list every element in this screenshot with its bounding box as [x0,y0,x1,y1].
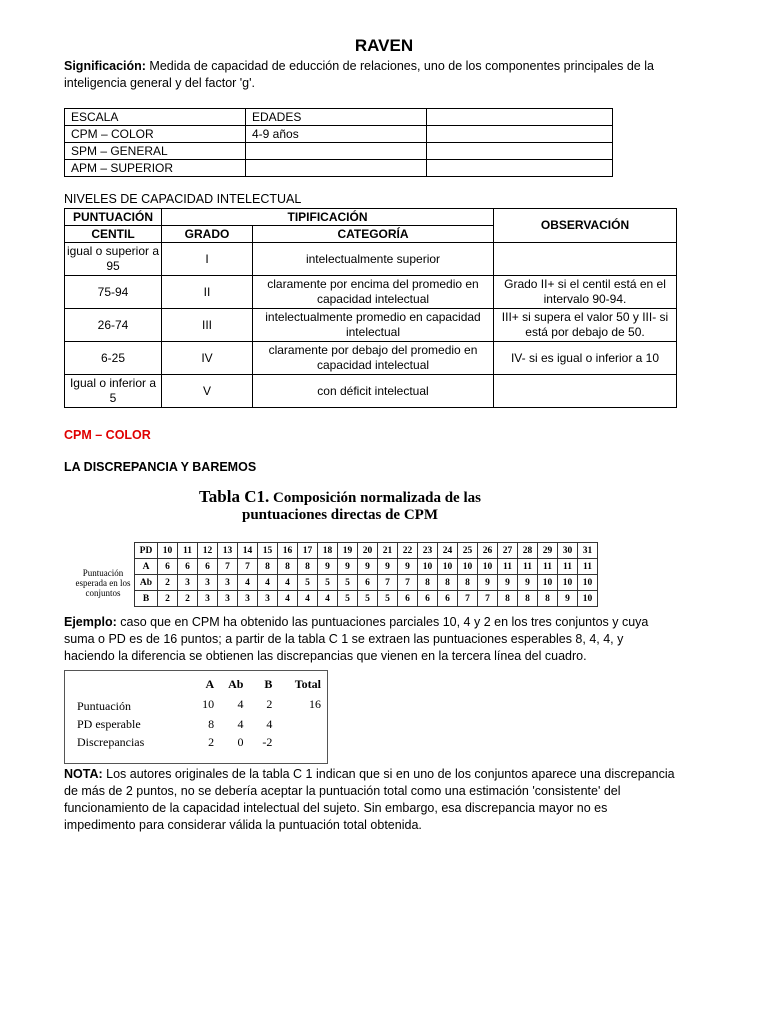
tabla-c1-pd-row [72,543,598,559]
escala-header-cell: ESCALA [65,109,246,126]
centil-cell: 26-74 [65,309,162,342]
pd-cell: 15 [258,543,278,559]
observacion-cell: IV- si es igual o inferior a 10 [494,342,677,375]
value-cell: 9 [518,575,538,591]
ejemplo-cell [278,733,327,751]
ejemplo-table [65,675,327,751]
value-cell: 3 [198,575,218,591]
pd-cell: 21 [378,543,398,559]
value-cell: 7 [458,591,478,607]
escala-cell [427,126,613,143]
escala-cell: CPM – COLOR [65,126,246,143]
value-cell: 8 [258,559,278,575]
pd-cell: 24 [438,543,458,559]
value-cell: 3 [238,591,258,607]
value-cell: 3 [198,591,218,607]
significacion-paragraph [64,58,676,92]
value-cell: 2 [158,575,178,591]
value-cell: 6 [418,591,438,607]
ejemplo-cell: 8 [208,716,215,731]
pd-cell: 29 [538,543,558,559]
grado-cell: II [162,276,253,309]
niveles-row [65,309,677,342]
value-cell: 8 [278,559,298,575]
header-categoria: CATEGORÍA [253,226,494,243]
value-cell: 6 [198,559,218,575]
pd-cell: 28 [518,543,538,559]
pd-cell: 31 [578,543,598,559]
tabla-c1-row-b [72,591,598,607]
header-observacion: OBSERVACIÓN [494,209,677,243]
ejemplo-row [65,715,327,733]
significacion-text: Medida de capacidad de educción de relaciones, uno de los componentes principales de la inteligencia general y del factor 'g'. [64,59,654,90]
categoria-cell: intelectualmente promedio en capacidad intelectual [253,309,494,342]
ejemplo-header-cell: Ab [228,676,244,691]
value-cell: 4 [258,575,278,591]
value-cell: 5 [358,591,378,607]
value-cell: 8 [538,591,558,607]
categoria-cell: con déficit intelectual [253,375,494,408]
ejemplo-text: caso que en CPM ha obtenido las puntuaciones parciales 10, 4 y 2 en los tres conjuntos y cuya suma o PD es de 16 puntos; a partir de la tabla C 1 se extraen las puntuaciones esperables 8, 4, 4, y haciendo la diferencia se obtienen las discrepancias que vienen en la tercera línea del cuadro. [64,615,649,663]
ejemplo-paragraph [64,614,676,665]
observacion-cell: Grado II+ si el centil está en el intervalo 90-94. [494,276,677,309]
value-cell: 9 [398,559,418,575]
tabla-c1-row-a [72,559,598,575]
categoria-cell: claramente por encima del promedio en capacidad intelectual [253,276,494,309]
escala-header-cell [427,109,613,126]
escala-table [64,108,613,177]
tabla-c1-row-ab [72,575,598,591]
escala-cell: SPM – GENERAL [65,143,246,160]
nota-label: NOTA: [64,767,103,781]
value-cell: 4 [318,591,338,607]
grado-cell: I [162,243,253,276]
niveles-row [65,375,677,408]
value-cell: 7 [398,575,418,591]
value-cell: 7 [378,575,398,591]
ejemplo-cell: Discrepancias [77,734,145,749]
value-cell: 5 [298,575,318,591]
niveles-table [64,208,677,408]
grado-cell: III [162,309,253,342]
value-cell: 5 [318,575,338,591]
value-cell: 8 [438,575,458,591]
value-cell: 6 [158,559,178,575]
value-cell: 11 [558,559,578,575]
ejemplo-row [65,693,327,715]
value-cell: 9 [478,575,498,591]
value-cell: 9 [498,575,518,591]
pd-cell: 13 [218,543,238,559]
value-cell: 7 [218,559,238,575]
value-cell: 9 [378,559,398,575]
ejemplo-cell: 16 [309,696,321,711]
pd-cell: 22 [398,543,418,559]
escala-cell [427,160,613,177]
page-title: RAVEN [354,36,414,55]
escala-cell: 4-9 años [246,126,427,143]
pd-cell: 20 [358,543,378,559]
value-cell: 3 [258,591,278,607]
ejemplo-header-cell: Total [294,676,321,691]
value-cell: 11 [498,559,518,575]
value-cell: 11 [538,559,558,575]
observacion-cell [494,243,677,276]
value-cell: 8 [298,559,318,575]
header-grado: GRADO [162,226,253,243]
centil-cell: Igual o inferior a 5 [65,375,162,408]
cpm-color-heading: CPM – COLOR [64,428,151,442]
value-cell: 11 [518,559,538,575]
pd-cell: 11 [178,543,198,559]
value-cell: 10 [578,575,598,591]
value-cell: 10 [578,591,598,607]
grado-cell: IV [162,342,253,375]
niveles-header-row-1 [65,209,677,226]
ejemplo-cell: 4 [237,716,244,731]
categoria-cell: intelectualmente superior [253,243,494,276]
value-cell: 2 [178,591,198,607]
value-cell: 6 [358,575,378,591]
ejemplo-cell: PD esperable [77,716,141,731]
pd-cell: 26 [478,543,498,559]
value-cell: 3 [218,591,238,607]
ejemplo-cell [278,715,327,733]
tabla-c1-title-bold: Tabla C1. [199,487,270,506]
ejemplo-cell: 2 [266,696,273,711]
nota-text: Los autores originales de la tabla C 1 indican que si en uno de los conjuntos aparece una discrepancia de más de 2 puntos, no se debería aceptar la puntuación total como una estimación 'consistente' del funcionamiento de la capacidad intelectual del sujeto. Sin embargo, esa discrepancia mayor no es impedimento para considerar válida la puntuación total obtenida. [64,767,675,832]
row-label: A [135,559,158,575]
tabla-c1-blank [72,543,135,559]
escala-cell: APM – SUPERIOR [65,160,246,177]
niveles-row [65,243,677,276]
value-cell: 10 [438,559,458,575]
tabla-c1-title-rest: Composición normalizada de las [269,490,481,506]
discrepancia-heading: LA DISCREPANCIA Y BAREMOS [64,460,257,474]
escala-header-row [65,109,613,126]
value-cell: 5 [338,575,358,591]
value-cell: 4 [298,591,318,607]
ejemplo-cell: 4 [266,716,273,731]
pd-cell: 14 [238,543,258,559]
tabla-c1-pd-label: PD [135,543,158,559]
ejemplo-cell: Puntuación [77,698,131,713]
header-centil: CENTIL [65,226,162,243]
value-cell: 4 [278,575,298,591]
observacion-cell: III+ si supera el valor 50 y III- si está por debajo de 50. [494,309,677,342]
value-cell: 6 [178,559,198,575]
significacion-label: Significación: [64,59,146,73]
tabla-c1 [72,542,598,607]
pd-cell: 18 [318,543,338,559]
ejemplo-row [65,733,327,751]
value-cell: 10 [478,559,498,575]
centil-cell: 6-25 [65,342,162,375]
value-cell: 11 [578,559,598,575]
value-cell: 8 [418,575,438,591]
escala-header-cell: EDADES [246,109,427,126]
pd-cell: 27 [498,543,518,559]
tabla-c1-side-label: Puntuación esperada en los conjuntos [75,567,131,598]
ejemplo-table-box [64,670,328,764]
niveles-heading: NIVELES DE CAPACIDAD INTELECTUAL [64,192,302,206]
value-cell: 8 [498,591,518,607]
value-cell: 8 [458,575,478,591]
pd-cell: 19 [338,543,358,559]
escala-cell [246,160,427,177]
value-cell: 10 [418,559,438,575]
value-cell: 4 [278,591,298,607]
value-cell: 9 [358,559,378,575]
centil-cell: 75-94 [65,276,162,309]
ejemplo-header-cell: A [205,676,215,691]
ejemplo-cell: 4 [237,696,244,711]
row-label: Ab [135,575,158,591]
ejemplo-header-row [65,675,327,693]
grado-cell: V [162,375,253,408]
tabla-c1-title-line2: puntuaciones directas de CPM [242,507,438,523]
value-cell: 7 [238,559,258,575]
pd-cell: 25 [458,543,478,559]
ejemplo-label: Ejemplo: [64,615,117,629]
pd-cell: 30 [558,543,578,559]
value-cell: 9 [338,559,358,575]
value-cell: 9 [558,591,578,607]
centil-cell: igual o superior a 95 [65,243,162,276]
header-puntuacion: PUNTUACIÓN [65,209,162,226]
escala-row [65,126,613,143]
niveles-row [65,342,677,375]
escala-row [65,160,613,177]
value-cell: 10 [558,575,578,591]
ejemplo-header-cell [65,675,191,693]
value-cell: 10 [538,575,558,591]
pd-cell: 10 [158,543,178,559]
tabla-c1-title [160,488,520,524]
value-cell: 6 [438,591,458,607]
niveles-row [65,276,677,309]
escala-cell [246,143,427,160]
escala-row [65,143,613,160]
value-cell: 5 [338,591,358,607]
value-cell: 4 [238,575,258,591]
ejemplo-cell: 10 [202,696,215,711]
categoria-cell: claramente por debajo del promedio en capacidad intelectual [253,342,494,375]
ejemplo-cell: -2 [262,734,273,749]
row-label: B [135,591,158,607]
pd-cell: 12 [198,543,218,559]
nota-paragraph [64,766,676,834]
observacion-cell [494,375,677,408]
ejemplo-cell: 2 [208,734,215,749]
value-cell: 6 [398,591,418,607]
value-cell: 5 [378,591,398,607]
value-cell: 10 [458,559,478,575]
value-cell: 2 [158,591,178,607]
value-cell: 8 [518,591,538,607]
value-cell: 9 [318,559,338,575]
escala-cell [427,143,613,160]
pd-cell: 23 [418,543,438,559]
header-tipificacion: TIPIFICACIÓN [162,209,494,226]
value-cell: 7 [478,591,498,607]
value-cell: 3 [178,575,198,591]
value-cell: 3 [218,575,238,591]
ejemplo-header-cell: B [264,676,273,691]
ejemplo-cell: 0 [237,734,244,749]
pd-cell: 16 [278,543,298,559]
pd-cell: 17 [298,543,318,559]
